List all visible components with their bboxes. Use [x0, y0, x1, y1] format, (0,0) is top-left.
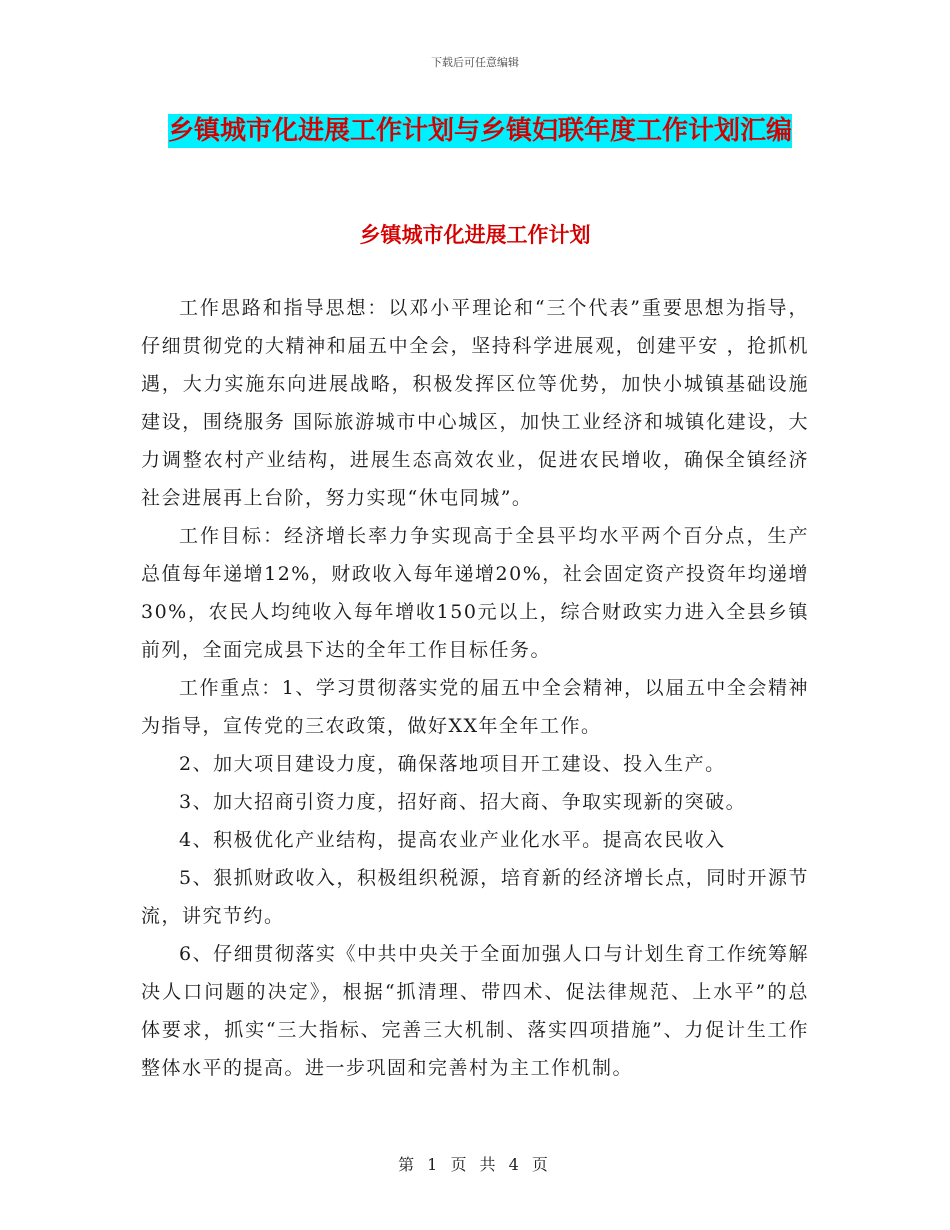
- paragraph-work-focus-1: 工作重点：1、学习贯彻落实党的届五中全会精神，以届五中全会精神为指导，宣传党的三农政策，做好XX年全年工作。: [141, 677, 809, 737]
- paragraph-work-goals: 工作目标：经济增长率力争实现高于全县平均水平两个百分点，生产总值每年递增12%，财政收入每年递增20%，社会固定资产投资年均递增30%，农民人均纯收入每年增收150元以上，综合财政实力进入全县乡镇前列，全面完成县下达的全年工作目标任务。: [141, 525, 809, 661]
- paragraph-work-focus-4: 4、积极优化产业结构，提高农业产业化水平。提高农民收入: [179, 829, 726, 851]
- document-title-text: 乡镇城市化进展工作计划与乡镇妇联年度工作计划汇编: [167, 116, 792, 146]
- paragraph-work-focus-6: 6、仔细贯彻落实《中共中央关于全面加强人口与计划生育工作统筹解决人口问题的决定》，根据“抓清理、带四术、促法律规范、上水平”的总体要求，抓实“三大指标、完善三大机制、落实四项措施”、力促计生工作整体水平的提高。进一步巩固和完善村为主工作机制。: [141, 943, 809, 1079]
- header-note: 下载后可任意编辑: [431, 56, 519, 69]
- paragraph-work-focus-3: 3、加大招商引资力度，招好商、招大商、争取实现新的突破。: [179, 791, 747, 813]
- page-footer: 第 1 页 共 4 页: [398, 1155, 552, 1174]
- paragraph-work-focus-5: 5、狠抓财政收入，积极组织税源，培育新的经济增长点，同时开源节流，讲究节约。: [141, 867, 809, 927]
- document-title: [140, 108, 820, 154]
- section-title: 乡镇城市化进展工作计划: [359, 223, 591, 247]
- paragraph-work-focus-2: 2、加大项目建设力度，确保落地项目开工建设、投入生产。: [179, 753, 726, 775]
- document-body: [141, 289, 809, 1087]
- paragraph-guiding-thought: 工作思路和指导思想：以邓小平理论和“三个代表”重要思想为指导，仔细贯彻党的大精神和届五中全会，坚持科学进展观，创建平安 ，抢抓机遇，大力实施东向进展战略，积极发挥区位等优势，加快小城镇基础设施建设，围绕服务 国际旅游城市中心城区，加快工业经济和城镇化建设，大力调整农村产业结构，进展生态高效农业，促进农民增收，确保全镇经济社会进展再上台阶，努力实现“休屯同城”。: [141, 297, 809, 509]
